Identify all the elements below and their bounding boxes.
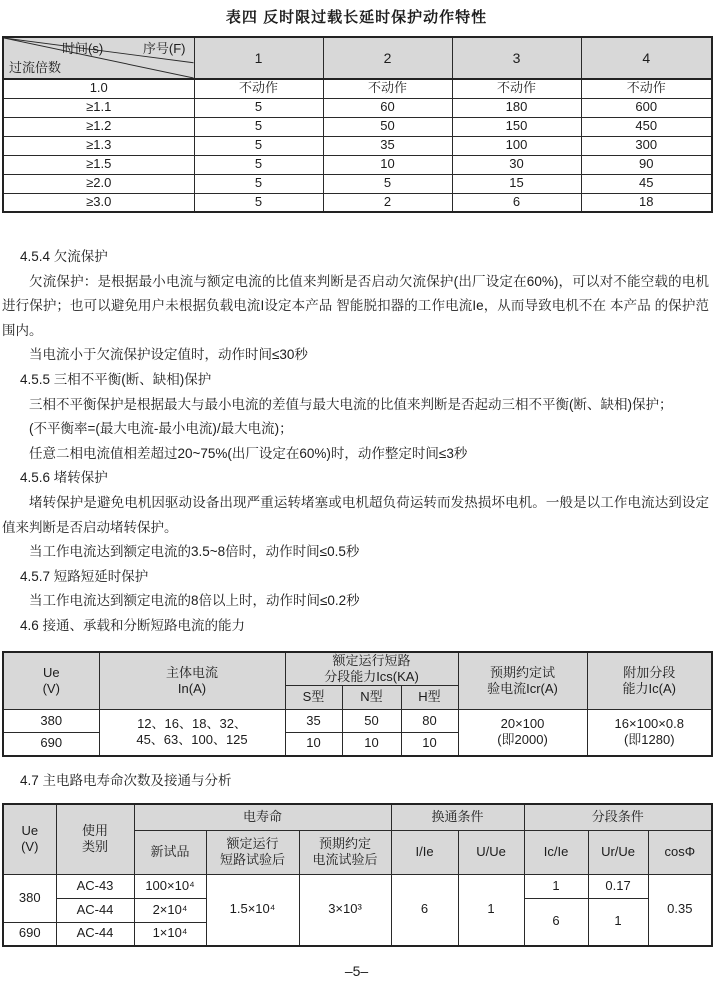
table-body (3, 79, 712, 212)
header-line: 能力Ic(A) (622, 680, 676, 696)
table-cell: 10 (401, 733, 458, 756)
table-cell: 5 (323, 174, 452, 193)
table-header-row (3, 652, 712, 686)
table-header-row (3, 804, 712, 830)
table-cell: 100 (452, 136, 581, 155)
table-cell: 10 (342, 733, 401, 756)
table-body (3, 710, 712, 756)
table-header (3, 652, 712, 710)
header-line: 附加分段 (623, 664, 676, 680)
section-heading-455: 4.5.5 三相不平衡(断、缺相)保护 (20, 371, 212, 387)
table-overload-protection (2, 36, 713, 213)
table-cell (99, 710, 285, 756)
table-cell: 6 (391, 874, 458, 946)
table-cell: 300 (581, 136, 712, 155)
table-cell: 6 (524, 898, 588, 946)
table-cell: 90 (581, 155, 712, 174)
cell-line: (即2000) (497, 732, 548, 748)
header-line: 分段能力Ics(KA) (324, 668, 419, 684)
page-number: –5– (344, 963, 369, 980)
table-row (3, 193, 712, 212)
table-cell: 10 (323, 155, 452, 174)
table-header (3, 37, 712, 79)
table4-corner-cell (3, 37, 194, 79)
section-heading-454: 4.5.4 欠流保护 (20, 249, 108, 264)
cell-line: 12、16、18、32、 (137, 716, 247, 731)
table-cell: 不动作 (452, 79, 581, 98)
table-cell: 1 (524, 874, 588, 898)
header-cell-cos-phi: cosΦ (648, 830, 712, 874)
cell-line: 45、63、100、125 (136, 732, 248, 748)
table-row (3, 79, 712, 98)
table-cell (458, 710, 587, 756)
table-cell: 35 (285, 710, 342, 733)
table-cell: 不动作 (323, 79, 452, 98)
table-cell: 3×10³ (299, 874, 391, 946)
table-cell: 600 (581, 98, 712, 117)
paragraph: (不平衡率=(最大电流-最小电流)/最大电流)； (29, 421, 293, 437)
table-cell: 不动作 (194, 79, 323, 98)
table-cell: 5 (194, 174, 323, 193)
table-cell: AC-43 (56, 874, 134, 898)
corner-label-serial: 序号(F) (142, 41, 186, 56)
section-47 (0, 769, 713, 794)
header-cell-new-sample: 新试品 (134, 830, 206, 874)
header-line: 类别 (81, 839, 108, 855)
table-cell: 50 (342, 710, 401, 733)
header-cell: 3 (452, 37, 581, 79)
header-cell-ue (3, 652, 99, 710)
table-cell: 60 (323, 98, 452, 117)
table-cell: AC-44 (56, 898, 134, 922)
table-row (3, 710, 712, 733)
paragraph: 当工作电流达到额定电流的3.5~8倍时，动作时间≤0.5秒 (29, 544, 360, 560)
header-cell-s-type: S型 (285, 686, 342, 710)
table-cell: 0.17 (588, 874, 648, 898)
header-cell-life-group: 电寿命 (134, 804, 391, 830)
table-cell: 380 (3, 874, 56, 922)
table-cell: 5 (194, 98, 323, 117)
table-cell: 30 (452, 155, 581, 174)
table-cell: 18 (581, 193, 712, 212)
table-cell: 450 (581, 117, 712, 136)
table-row (3, 174, 712, 193)
header-cell: 4 (581, 37, 712, 79)
table-header (3, 804, 712, 874)
row-label-cell: ≥2.0 (3, 174, 194, 193)
header-line: 预期约定 (319, 835, 372, 851)
header-cell-ic (587, 652, 712, 710)
header-cell-ue (3, 804, 56, 874)
table-cell: 15 (452, 174, 581, 193)
table-cell (587, 710, 712, 756)
table-cell: 不动作 (581, 79, 712, 98)
header-cell-u-ue: U/Ue (458, 830, 524, 874)
table4-title: 表四 反时限过载长延时保护动作特性 (225, 9, 488, 26)
header-cell-make-group: 换通条件 (391, 804, 524, 830)
table-cell: 150 (452, 117, 581, 136)
table-row (3, 136, 712, 155)
table-row (3, 98, 712, 117)
cell-line: 20×100 (500, 716, 545, 731)
table-cell: 180 (452, 98, 581, 117)
cell-line: 16×100×0.8 (614, 716, 684, 731)
table-cell: 1 (588, 898, 648, 946)
table-breaking-capacity (2, 651, 713, 757)
table-cell: 690 (3, 733, 99, 756)
table-cell: 0.35 (648, 874, 712, 946)
header-line: Ue (21, 823, 39, 839)
table-row (3, 117, 712, 136)
paragraph: 任意二相电流值相差超过20~75%(出厂设定在60%)时，动作整定时间≤3秒 (29, 445, 468, 461)
table-cell: 50 (323, 117, 452, 136)
table-body (3, 874, 712, 946)
table-header-row (3, 37, 712, 79)
header-line: (V) (42, 680, 60, 696)
header-cell-ic-ie: Ic/Ie (524, 830, 588, 874)
paragraph: 当工作电流达到额定电流的8倍以上时，动作时间≤0.2秒 (29, 593, 360, 609)
header-cell-n-type: N型 (342, 686, 401, 710)
table-cell: 5 (194, 136, 323, 155)
row-label-cell: ≥1.2 (3, 117, 194, 136)
table-row (3, 155, 712, 174)
row-label-cell: ≥1.1 (3, 98, 194, 117)
table-row (3, 874, 712, 898)
header-line: 验电流Icr(A) (487, 680, 558, 696)
table-cell: 5 (194, 117, 323, 136)
table-cell: 5 (194, 193, 323, 212)
table-cell: 2 (323, 193, 452, 212)
table-cell: 380 (3, 710, 99, 733)
table-cell: 1.5×10⁴ (206, 874, 299, 946)
table-cell: AC-44 (56, 922, 134, 946)
header-cell-category (56, 804, 134, 874)
table-cell: 10 (285, 733, 342, 756)
paragraph: 当电流小于欠流保护设定值时，动作时间≤30秒 (29, 347, 308, 363)
section-heading-47: 4.7 主电路电寿命次数及接通与分析 (20, 772, 232, 788)
header-line: 电流试验后 (312, 852, 378, 868)
header-line: 额定运行 (226, 835, 279, 851)
paragraph: 欠流保护：是根据最小电流与额定电流的比值来判断是否启动欠流保护(出厂设定在60%)，可以对不能空载的电机进行保护；也可以避免用户未根据负载电流I设定本产品 智能脱扣器的工作电流Ie，从而导致电机不在 本产品 的保护范围内。 (2, 273, 709, 338)
header-cell-ur-ue: Ur/Ue (588, 830, 648, 874)
header-cell-in (99, 652, 285, 710)
table-electrical-life (2, 803, 713, 947)
table-cell: 1 (458, 874, 524, 946)
corner-label-multiple: 过流倍数 (9, 60, 62, 75)
header-line: In(A) (177, 680, 207, 696)
section-heading-46: 4.6 接通、承载和分断短路电流的能力 (20, 617, 246, 633)
row-label-cell: ≥1.5 (3, 155, 194, 174)
row-label-cell: 1.0 (3, 79, 194, 98)
header-line: 短路试验后 (219, 852, 285, 868)
table-cell: 35 (323, 136, 452, 155)
table-cell: 100×10⁴ (134, 874, 206, 898)
table-cell: 45 (581, 174, 712, 193)
table-cell: 1×10⁴ (134, 922, 206, 946)
table-cell: 2×10⁴ (134, 898, 206, 922)
header-cell-break-group: 分段条件 (524, 804, 712, 830)
header-line: 额定运行短路 (332, 652, 411, 668)
table-cell: 5 (194, 155, 323, 174)
header-cell-i-ie: I/Ie (391, 830, 458, 874)
header-cell-after-current (299, 830, 391, 874)
header-line: (V) (21, 839, 39, 855)
header-line: 预期约定试 (489, 664, 555, 680)
section-heading-456: 4.5.6 堵转保护 (20, 470, 108, 486)
header-cell: 2 (323, 37, 452, 79)
header-line: Ue (42, 664, 60, 680)
paragraph: 堵转保护是避免电机因驱动设备出现严重运转堵塞或电机超负荷运转而发热损坏电机。一般是以工作电流达到设定值来判断是否启动堵转保护。 (2, 494, 709, 535)
row-label-cell: ≥1.3 (3, 136, 194, 155)
cell-line: (即1280) (623, 732, 675, 748)
paragraph: 三相不平衡保护是根据最大与最小电流的差值与最大电流的比值来判断是否起动三相不平衡(断、缺相)保护； (29, 396, 673, 412)
header-line: 主体电流 (165, 664, 218, 680)
header-cell-ics-group (285, 652, 458, 686)
table-cell: 690 (3, 922, 56, 946)
row-label-cell: ≥3.0 (3, 193, 194, 212)
header-cell-after-sc (206, 830, 299, 874)
header-cell: 1 (194, 37, 323, 79)
corner-label-time: 时间(s) (62, 41, 104, 56)
header-line: 使用 (81, 823, 108, 839)
section-heading-457: 4.5.7 短路短延时保护 (20, 568, 149, 584)
table-cell: 6 (452, 193, 581, 212)
header-cell-h-type: H型 (401, 686, 458, 710)
table-cell: 80 (401, 710, 458, 733)
header-cell-icr (458, 652, 587, 710)
body-text (0, 245, 713, 639)
